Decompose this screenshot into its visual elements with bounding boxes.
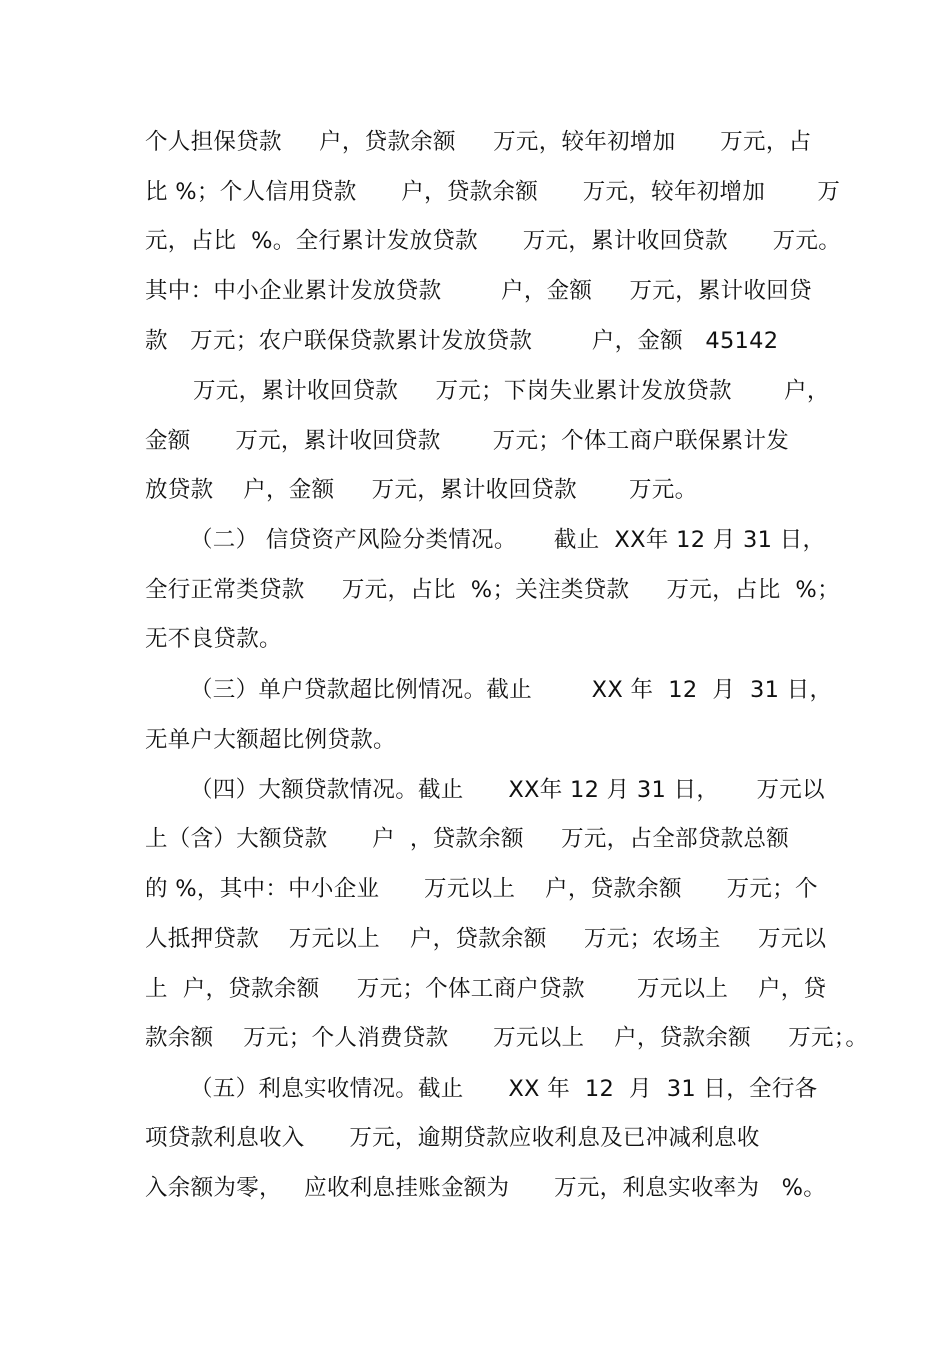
text-line: 金额 万元，累计收回贷款 万元；个体工商户联保累计发 (145, 428, 790, 454)
text-line: 人抵押贷款 万元以上 户，贷款余额 万元；农场主 万元以 (145, 926, 827, 952)
text-line: 其中：中小企业累计发放贷款 户，金额 万元，累计收回贷 (145, 278, 812, 304)
text-line: （四）大额贷款情况。截止 XX年 12 月 31 日， 万元以 (190, 777, 825, 803)
text-line: 元，占比 %。全行累计发放贷款 万元，累计收回贷款 万元。 (145, 228, 842, 254)
text-line: 放贷款 户，金额 万元，累计收回贷款 万元。 (145, 477, 698, 503)
text-line: （三）单户贷款超比例情况。截止 XX 年 12 月 31 日， (190, 677, 833, 703)
text-line: （五）利息实收情况。截止 XX 年 12 月 31 日，全行各 (190, 1076, 818, 1102)
text-line: 无单户大额超比例贷款。 (145, 727, 396, 753)
text-line: 款余额 万元；个人消费贷款 万元以上 户，贷款余额 万元；。 (145, 1025, 869, 1051)
text-line: 个人担保贷款 户，贷款余额 万元，较年初增加 万元，占 (145, 129, 812, 155)
text-line: 万元，累计收回贷款 万元；下岗失业累计发放贷款 户， (193, 378, 830, 404)
text-line: 入余额为零， 应收利息挂账金额为 万元，利息实收率为 %。 (145, 1175, 827, 1201)
text-line: （二） 信贷资产风险分类情况。 截止 XX年 12 月 31 日， (190, 527, 826, 553)
text-line: 比 %；个人信用贷款 户，贷款余额 万元，较年初增加 万 (145, 179, 841, 205)
text-line: 无不良贷款。 (145, 626, 282, 652)
text-line: 的 %，其中：中小企业 万元以上 户，贷款余额 万元；个 (145, 876, 818, 902)
text-line: 上（含）大额贷款 户 ，贷款余额 万元，占全部贷款总额 (145, 826, 790, 852)
text-line: 款 万元；农户联保贷款累计发放贷款 户，金额 45142 (145, 328, 779, 354)
text-line: 全行正常类贷款 万元，占比 %；关注类贷款 万元，占比 %； (145, 577, 840, 603)
text-line: 上 户，贷款余额 万元；个体工商户贷款 万元以上 户，贷 (145, 976, 827, 1002)
text-line: 项贷款利息收入 万元，逾期贷款应收利息及已冲减利息收 (145, 1125, 760, 1151)
